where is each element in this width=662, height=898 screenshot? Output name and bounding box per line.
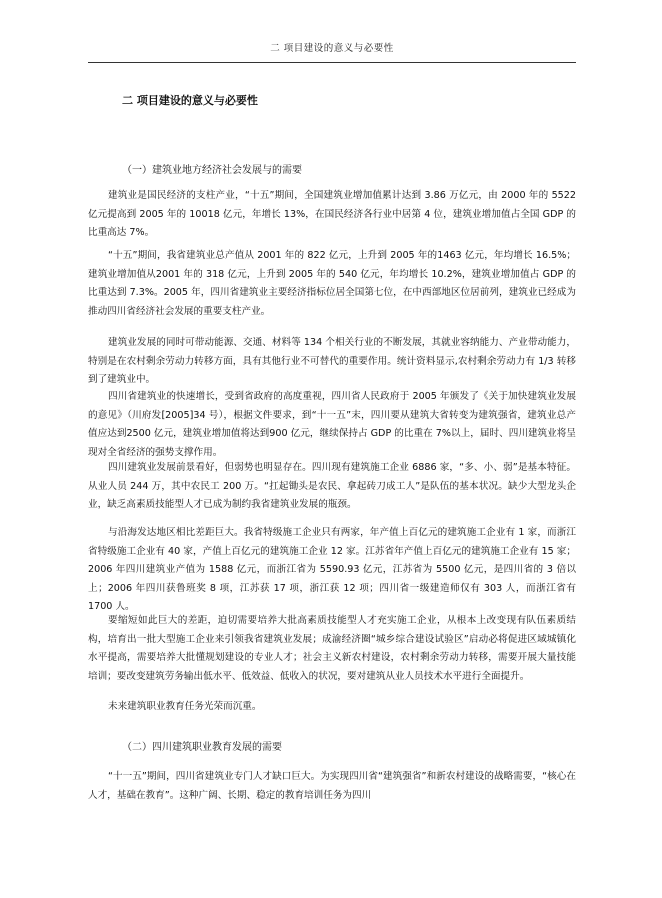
paragraph: 四川建筑业发展前景看好，但弱势也明显存在。四川现有建筑施工企业 6886 家，“多、小、弱”是基本特征。从业人员 244 万，其中农民工 200 万。“扛起锄头是农民、拿起砖刀成工人”是队伍的基本状况。缺少大型龙头企业，缺乏高素质技能型人才已成为制约我省建筑业发展的瓶颈。 [88,462,576,510]
paragraph: “十五”期间，我省建筑业总产值从 2001 年的 822 亿元，上升到 2005 年的1463 亿元，年均增长 16.5%；建筑业增加值从2001 年的 318 亿元，上升到 2005 年的 540 亿元，年均增长 10.2%，建筑业增加值占 GDP 的比重达到 7.3%。2005 年，四川省建筑业主要经济指标位居全国第七位，在中西部地区位居前列，建筑业已经成为推动四川省经济社会发展的重要支柱产业。 [88,250,576,317]
section-heading-2: （二）四川建筑职业教育发展的需要 [122,742,282,753]
paragraph: “十一五”期间，四川省建筑业专门人才缺口巨大。为实现四川省“建筑强省”和新农村建设的战略需要，“核心在人才，基础在教育”。这种广阔、长期、稳定的教育培训任务为四川 [88,771,576,801]
paragraph: 建筑业发展的同时可带动能源、交通、材料等 134 个相关行业的不断发展，其就业容纳能力、产业带动能力，特别是在农村剩余劳动力转移方面，具有其他行业不可替代的重要作用。统计资料显示,农村剩余劳动力有 1/3 转移到了建筑业中。 [88,337,576,385]
paragraph: 四川省建筑业的快速增长，受到省政府的高度重视，四川省人民政府于 2005 年颁发了《关于加快建筑业发展的意见》（川府发[2005]34 号），根据文件要求，到“十一五”末，四川要从建筑大省转变为建筑强省，建筑业总产值应达到2500 亿元，建筑业增加值将达到900 亿元，继续保持占 GDP 的比重在 7%以上，届时、四川建筑业将呈现对全省经济的强势支撑作用。 [88,391,576,458]
header-rule [88,62,576,63]
paragraph: 与沿海发达地区相比差距巨大。我省特级施工企业只有两家，年产值上百亿元的建筑施工企业有 1 家，而浙江省特级施工企业有 40 家，产值上百亿元的建筑施工企业 12 家。江苏省年产值上百亿元的建筑施工企业有 15 家；2006 年四川建筑业产值为 1588 亿元，而浙江省为 5590.93 亿元，江苏省为 5500 亿元，是四川省的 3 倍以上；2006 年四川获鲁班奖 8 项，江苏获 17 项，浙江获 12 项；四川省一级建造师仅有 303 人，而浙江省有 1700 人。 [88,527,576,612]
paragraph: 要缩短如此巨大的差距，迫切需要培养大批高素质技能型人才充实施工企业，从根本上改变现有队伍素质结构，培育出一批大型施工企业来引领我省建筑业发展；成渝经济圈“城乡综合建设试验区”启动必将促进区域城镇化水平提高，需要培养大批懂规划建设的专业人才；社会主义新农村建设，农村剩余劳动力转移，需要开展大量技能培训；要改变建筑劳务输出低水平、低效益、低收入的状况，要对建筑从业人员技术水平进行全面提升。 [88,615,576,682]
paragraph: 未来建筑职业教育任务光荣而沉重。 [108,701,262,712]
chapter-heading: 二 项目建设的意义与必要性 [122,94,258,107]
paragraph: 建筑业是国民经济的支柱产业，“十五”期间，全国建筑业增加值累计达到 3.86 万亿元，由 2000 年的 5522 亿元提高到 2005 年的 10018 亿元，年增长 13%，在国民经济各行业中居第 4 位，建筑业增加值占全国 GDP 的比重高达 7%。 [88,190,576,238]
section-heading-1: （一）建筑业地方经济社会发展与的需要 [122,165,302,176]
running-header: 二 项目建设的意义与必要性 [270,43,394,54]
